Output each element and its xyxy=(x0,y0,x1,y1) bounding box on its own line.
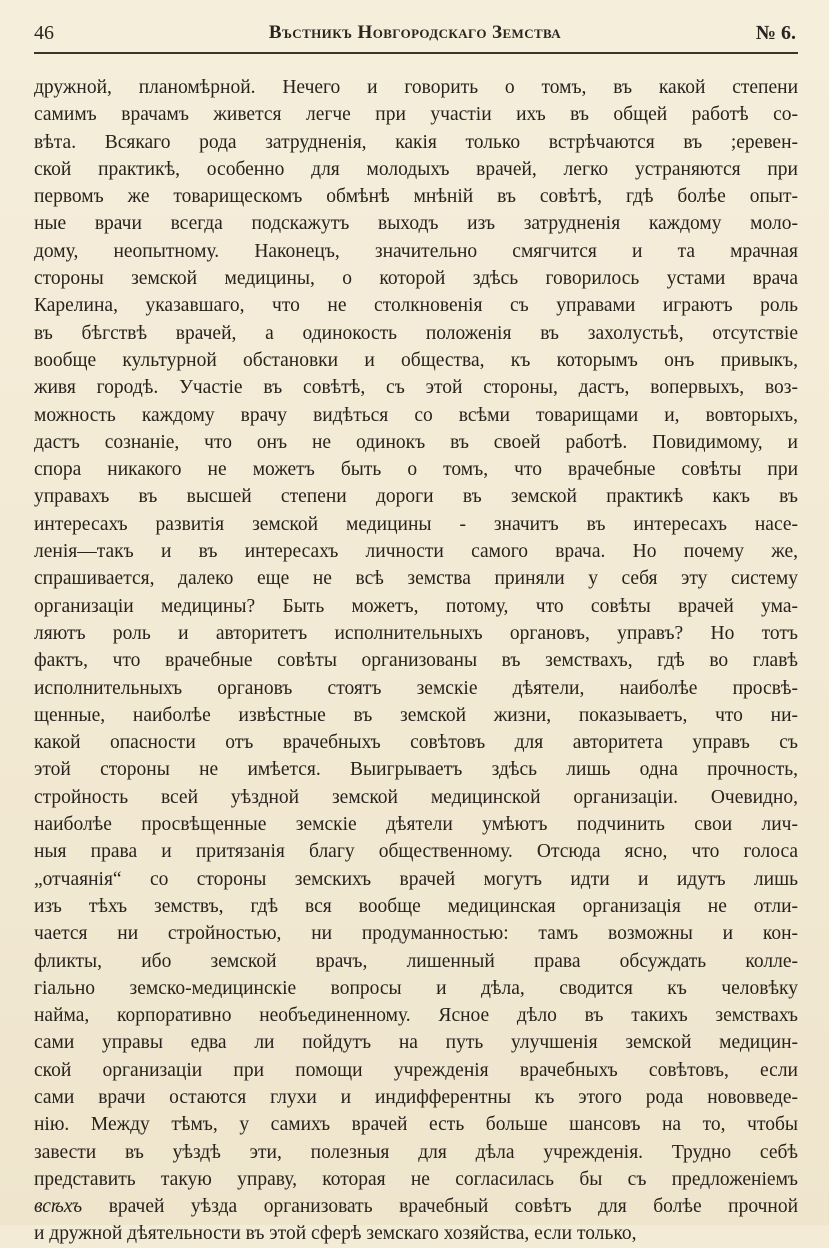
text-line: спора никакого не можетъ быть о томъ, что врачебные совѣты при xyxy=(34,459,798,481)
text-line: Карелина, указавшаго, что не столкновенія съ управами играютъ роль xyxy=(34,295,798,317)
page-header xyxy=(34,18,796,52)
text-line: этой стороны не имѣется. Выигрываетъ здѣсь лишь одна прочность, xyxy=(34,759,798,781)
journal-title: Въстникъ Новгородскаго Земства xyxy=(268,22,562,43)
text-line: ленія—такъ и въ интересахъ личности самого врача. Но почему же, xyxy=(34,541,798,563)
text-line: ской организаціи при помощи учрежденія врачебныхъ совѣтовъ, если xyxy=(34,1059,798,1081)
text-line: найма, корпоративно необъединенному. Ясное дѣло въ такихъ земствахъ xyxy=(34,1005,798,1027)
text-line: спрашивается, далеко еще не всѣ земства приняли у себя эту систему xyxy=(34,568,798,590)
text-line: дастъ сознаніе, что онъ не одинокъ въ своей работѣ. Повидимому, и xyxy=(34,431,798,453)
issue-number: № 6. xyxy=(755,22,796,44)
text-line: исполнительныхъ органовъ стоятъ земскіе дѣятели, наиболѣе просвѣ- xyxy=(34,677,798,699)
text-line: сами врачи остаются глухи и индифферентны къ этого рода нововведе- xyxy=(34,1086,798,1108)
text-line-rest: врачей уѣзда организовать врачебный совѣтъ для болѣе прочной xyxy=(108,1196,798,1218)
text-line: стороны земской медицины, о которой здѣсь говорилось устами врача xyxy=(34,268,798,290)
text-line: нію. Между тѣмъ, у самихъ врачей есть больше шансовъ на то, чтобы xyxy=(34,1114,798,1136)
text-line: завести въ уѣздѣ эти, полезныя для дѣла учрежденія. Трудно себѣ xyxy=(34,1141,798,1163)
text-line: представить такую управу, которая не согласилась бы съ предложеніемъ xyxy=(34,1168,798,1190)
text-line: и дружной дѣятельности въ этой сферѣ земскаго хозяйства, если только, xyxy=(34,1223,637,1245)
text-line: самимъ врачамъ живется легче при участіи ихъ въ общей работѣ со- xyxy=(34,104,798,126)
text-line: гіально земско-медицинскіе вопросы и дѣла, сводится къ человѣку xyxy=(34,977,798,999)
text-line: щенные, наиболѣе извѣстные въ земской жизни, показываетъ, что ни- xyxy=(34,704,798,726)
page-number: 46 xyxy=(34,22,54,44)
text-line: фактъ, что врачебные совѣты организованы въ земствахъ, гдѣ во главѣ xyxy=(34,650,798,672)
text-line: наиболѣе просвѣщенные земскіе дѣятели умѣютъ подчинить свои лич- xyxy=(34,814,798,836)
text-line: стройность всей уѣздной земской медицинской организаціи. Очевидно, xyxy=(34,786,798,808)
text-line: вообще культурной обстановки и общества, къ которымъ онъ привыкъ, xyxy=(34,349,798,371)
text-line: изъ тѣхъ земствъ, гдѣ вся вообще медицинская организація не отли- xyxy=(34,895,798,917)
text-line: живя городѣ. Участіе въ совѣтѣ, съ этой стороны, дастъ, вопервыхъ, воз- xyxy=(34,377,798,399)
text-line: можность каждому врачу видѣться со всѣми товарищами и, вовторыхъ, xyxy=(34,404,798,426)
text-line: чается ни стройностью, ни продуманностью: тамъ возможны и кон- xyxy=(34,923,798,945)
text-line: первомъ же товарищескомъ обмѣнѣ мнѣній въ совѣтѣ, гдѣ болѣе опыт- xyxy=(34,186,798,208)
text-line: какой опасности отъ врачебныхъ совѣтовъ для авторитета управъ съ xyxy=(34,732,798,754)
italic-word: всѣхъ xyxy=(34,1196,83,1218)
text-line xyxy=(34,1193,798,1220)
text-line: вѣта. Всякаго рода затрудненія, какія только встрѣчаются въ ;еревен- xyxy=(34,131,798,153)
text-line: „отчаянія“ со стороны земскихъ врачей могутъ идти и идутъ лишь xyxy=(34,868,798,890)
text-line: въ бѣгствѣ врачей, а одинокость положенія въ захолустьѣ, отсутствіе xyxy=(34,322,798,344)
body-text xyxy=(34,74,798,1248)
text-line: интересахъ развитія земской медицины - значитъ въ интересахъ насе- xyxy=(34,513,798,535)
text-line: фликты, ибо земской врачъ, лишенный права обсуждать колле- xyxy=(34,950,798,972)
text-line: организаціи медицины? Быть можетъ, потому, что совѣты врачей ума- xyxy=(34,595,798,617)
text-line: ныя права и притязанія благу общественному. Отсюда ясно, что голоса xyxy=(34,841,798,863)
header-rule xyxy=(34,52,798,54)
text-line: ской практикѣ, особенно для молодыхъ врачей, легко устраняются при xyxy=(34,158,798,180)
text-line: ные врачи всегда подскажутъ выходъ изъ затрудненія каждому моло- xyxy=(34,213,798,235)
text-line: управахъ въ высшей степени дороги въ земской практикѣ какъ въ xyxy=(34,486,798,508)
text-line: сами управы едва ли пойдутъ на путь улучшенія земской медицин- xyxy=(34,1032,798,1054)
text-line: дому, неопытному. Наконецъ, значительно смягчится и та мрачная xyxy=(34,240,798,262)
text-line: дружной, планомѣрной. Нечего и говорить о томъ, въ какой степени xyxy=(34,77,798,98)
text-line: ляютъ роль и авторитетъ исполнительныхъ органовъ, управъ? Но тотъ xyxy=(34,622,798,644)
